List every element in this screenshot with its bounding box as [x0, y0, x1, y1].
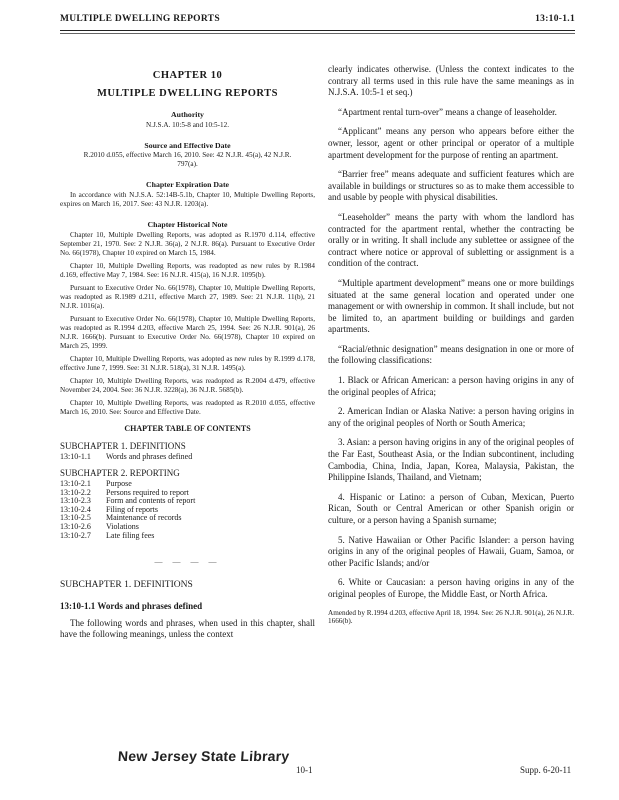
running-header — [60, 14, 575, 24]
toc-entry[interactable] — [60, 453, 315, 462]
toc-entry-title: Violations — [106, 521, 139, 531]
toc-entry-title: Persons required to report — [106, 487, 189, 497]
toc-entry-number: 13:10-2.3 — [60, 496, 91, 506]
source-heading: Source and Effective Date — [144, 140, 231, 150]
toc-entry-number: 13:10-2.2 — [60, 487, 91, 497]
chapter-title: MULTIPLE DWELLING REPORTS — [97, 87, 278, 99]
toc-entry-number: 13:10-2.5 — [60, 513, 91, 523]
classification-item: 3. Asian: a person having origins in any of the original peoples of the Far East, Southeast Asia, or the Indian subcontinent, including Cambodia, China, India, Japan, Korea, Malaysia, Pakistan, the Philippine Islands, Thailand, and Vietnam; — [328, 437, 574, 483]
history-note: Pursuant to Executive Order No. 66(1978), Chapter 10, Multiple Dwelling Reports, was readopted as R.1994 d.203, effective March 25, 1994. See: 26 N.J.R. 901(a), 26 N.J.R. 1666(b). Pursuant to Executive Order No. 66(1978), Chapter 10 expired on March 25, 1999. — [60, 314, 315, 350]
header-rule — [60, 30, 575, 31]
library-stamp: New Jersey State Library — [117, 748, 290, 764]
supplement-date: Supp. 6-20-11 — [520, 765, 572, 775]
source-text: R.2010 d.055, effective March 16, 2010. See: 42 N.J.R. 45(a), 42 N.J.R. 797(a). — [83, 151, 292, 169]
authority-text: N.J.S.A. 10:5-8 and 10:5-12. — [145, 120, 230, 129]
toc-entry[interactable] — [60, 532, 315, 541]
history-heading: Chapter Historical Note — [147, 219, 228, 229]
toc-heading: CHAPTER TABLE OF CONTENTS — [124, 423, 251, 433]
toc-entry-number: 13:10-2.4 — [60, 504, 91, 514]
expiration-heading: Chapter Expiration Date — [145, 180, 230, 190]
toc-subchapter-2: SUBCHAPTER 2. REPORTING — [60, 468, 180, 479]
classification-item: 2. American Indian or Alaska Native: a person having origins in any of the original peoples of North or South America; — [328, 406, 574, 428]
section-heading: 13:10-1.1 Words and phrases defined — [60, 601, 203, 612]
toc-entry-number: 13:10-2.7 — [60, 530, 91, 540]
toc-entry-title: Form and contents of report — [106, 496, 196, 506]
classification-item: 1. Black or African American: a person having origins in any of the original peoples of Africa; — [328, 375, 574, 397]
subchapter-heading: SUBCHAPTER 1. DEFINITIONS — [60, 579, 193, 590]
right-column — [328, 64, 574, 626]
header-rule-thin — [60, 33, 575, 34]
history-note: Pursuant to Executive Order No. 66(1978), Chapter 10, Multiple Dwelling Reports, was readopted as R.1989 d.211, effective March 27, 1989. See: 21 N.J.R. 11(b), 21 N.J.R. 1016(a). — [60, 283, 315, 310]
classification-item: 5. Native Hawaiian or Other Pacific Islander: a person having origins in any of the original peoples of Hawaii, Guam, Samoa, or other Pacific Islands; and/or — [328, 534, 574, 568]
chapter-number: CHAPTER 10 — [152, 70, 223, 81]
history-note: Chapter 10, Multiple Dwelling Reports, was readopted as new rules by R.1984 d.169, effective May 7, 1984. See: 16 N.J.R. 415(a), 16 N.J.R. 1095(b). — [60, 261, 315, 279]
authority-heading: Authority — [171, 110, 204, 120]
toc-entry-title: Words and phrases defined — [106, 451, 193, 461]
section-intro: The following words and phrases, when used in this chapter, shall have the following meanings, unless the context — [60, 617, 315, 640]
definition-paragraph: clearly indicates otherwise. (Unless the context indicates to the contrary all terms used in this rule have the same meanings as in N.J.S.A. 10:5-1 et seq.) — [328, 64, 574, 98]
header-section-number: 13:10-1.1 — [535, 14, 575, 24]
history-note: Chapter 10, Multiple Dwelling Reports, was readopted as R.2004 d.479, effective November 24, 2004. See: 36 N.J.R. 3228(a), 36 N.J.R. 5685(b). — [60, 376, 315, 394]
toc-entry-title: Late filing fees — [106, 530, 155, 540]
definition-paragraph: “Multiple apartment development” means one or more buildings situated at the same general location and operated under one management or with ownership in common. It shall include, but not be limited to, an apartment building or buildings and garden apartments. — [328, 277, 574, 335]
toc-entry-title: Maintenance of records — [106, 513, 182, 523]
classification-item: 6. White or Caucasian: a person having origins in any of the original peoples of Europe, the Middle East, or North Africa. — [328, 577, 574, 599]
header-title: MULTIPLE DWELLING REPORTS — [60, 14, 220, 24]
expiration-text: In accordance with N.J.S.A. 52:14B-5.1b, Chapter 10, Multiple Dwelling Reports, expires on March 16, 2017. See: 43 N.J.R. 1203(a). — [60, 190, 315, 208]
toc-entry[interactable] — [60, 514, 315, 523]
history-note: Chapter 10, Multiple Dwelling Reports, was adopted as R.1970 d.114, effective September 21, 1970. See: 2 N.J.R. 36(a), 2 N.J.R. 86(a). Pursuant to Executive Order No. 66(1978), Chapter 10 expired on March 15, 1984. — [60, 230, 315, 257]
amendment-note: Amended by R.1994 d.203, effective April 18, 1994. See: 26 N.J.R. 901(a), 26 N.J.R. 1666(b). — [328, 608, 575, 626]
classification-item: 4. Hispanic or Latino: a person of Cuban, Mexican, Puerto Rican, South or Central American or other Spanish origin or culture, or a person having a Spanish surname; — [328, 491, 574, 525]
section-divider: — — — — — [154, 557, 221, 567]
page-number: 10-1 — [296, 765, 313, 775]
toc-subchapter-1: SUBCHAPTER 1. DEFINITIONS — [60, 441, 186, 452]
toc-entry-number: 13:10-1.1 — [60, 451, 91, 461]
toc-entry-title: Filing of reports — [106, 504, 158, 514]
toc-entry[interactable] — [60, 506, 315, 515]
history-note: Chapter 10, Multiple Dwelling Reports, was adopted as new rules by R.1999 d.178, effective June 7, 1999. See: 31 N.J.R. 518(a), 31 N.J.R. 1495(a). — [60, 354, 315, 372]
toc-entry[interactable] — [60, 497, 315, 506]
definition-paragraph: “Racial/ethnic designation” means designation in one or more of the following classifications: — [328, 343, 574, 366]
toc-entry[interactable] — [60, 523, 315, 532]
section-body — [60, 618, 315, 641]
definition-paragraph: “Barrier free” means adequate and sufficient features which are available in buildings or structures so as to make them accessible to and usable by people with physical disabilities. — [328, 169, 574, 203]
toc-entry-number: 13:10-2.1 — [60, 478, 91, 488]
left-column — [60, 70, 315, 649]
history-notes — [60, 231, 315, 417]
definition-paragraph: “Leaseholder” means the party with whom the landlord has contracted for the apartment rental, whether the contracting be orally or in writing. It shall include any sublettee or assignee of the contract where notice or approval of subletting or assignment is a condition of the contract. — [328, 211, 574, 269]
definition-paragraph: “Applicant” means any person who appears before either the owner, lessor, agent or other principal or operator of a multiple apartment development for the purpose of renting an apartment. — [328, 126, 574, 160]
definition-paragraph: “Apartment rental turn-over” means a change of leaseholder. — [338, 106, 557, 117]
toc-entry-title: Purpose — [106, 478, 132, 488]
toc-entry-number: 13:10-2.6 — [60, 521, 91, 531]
history-note: Chapter 10, Multiple Dwelling Reports, was readopted as R.2010 d.055, effective March 16, 2010. See: Source and Effective Date. — [60, 398, 315, 416]
